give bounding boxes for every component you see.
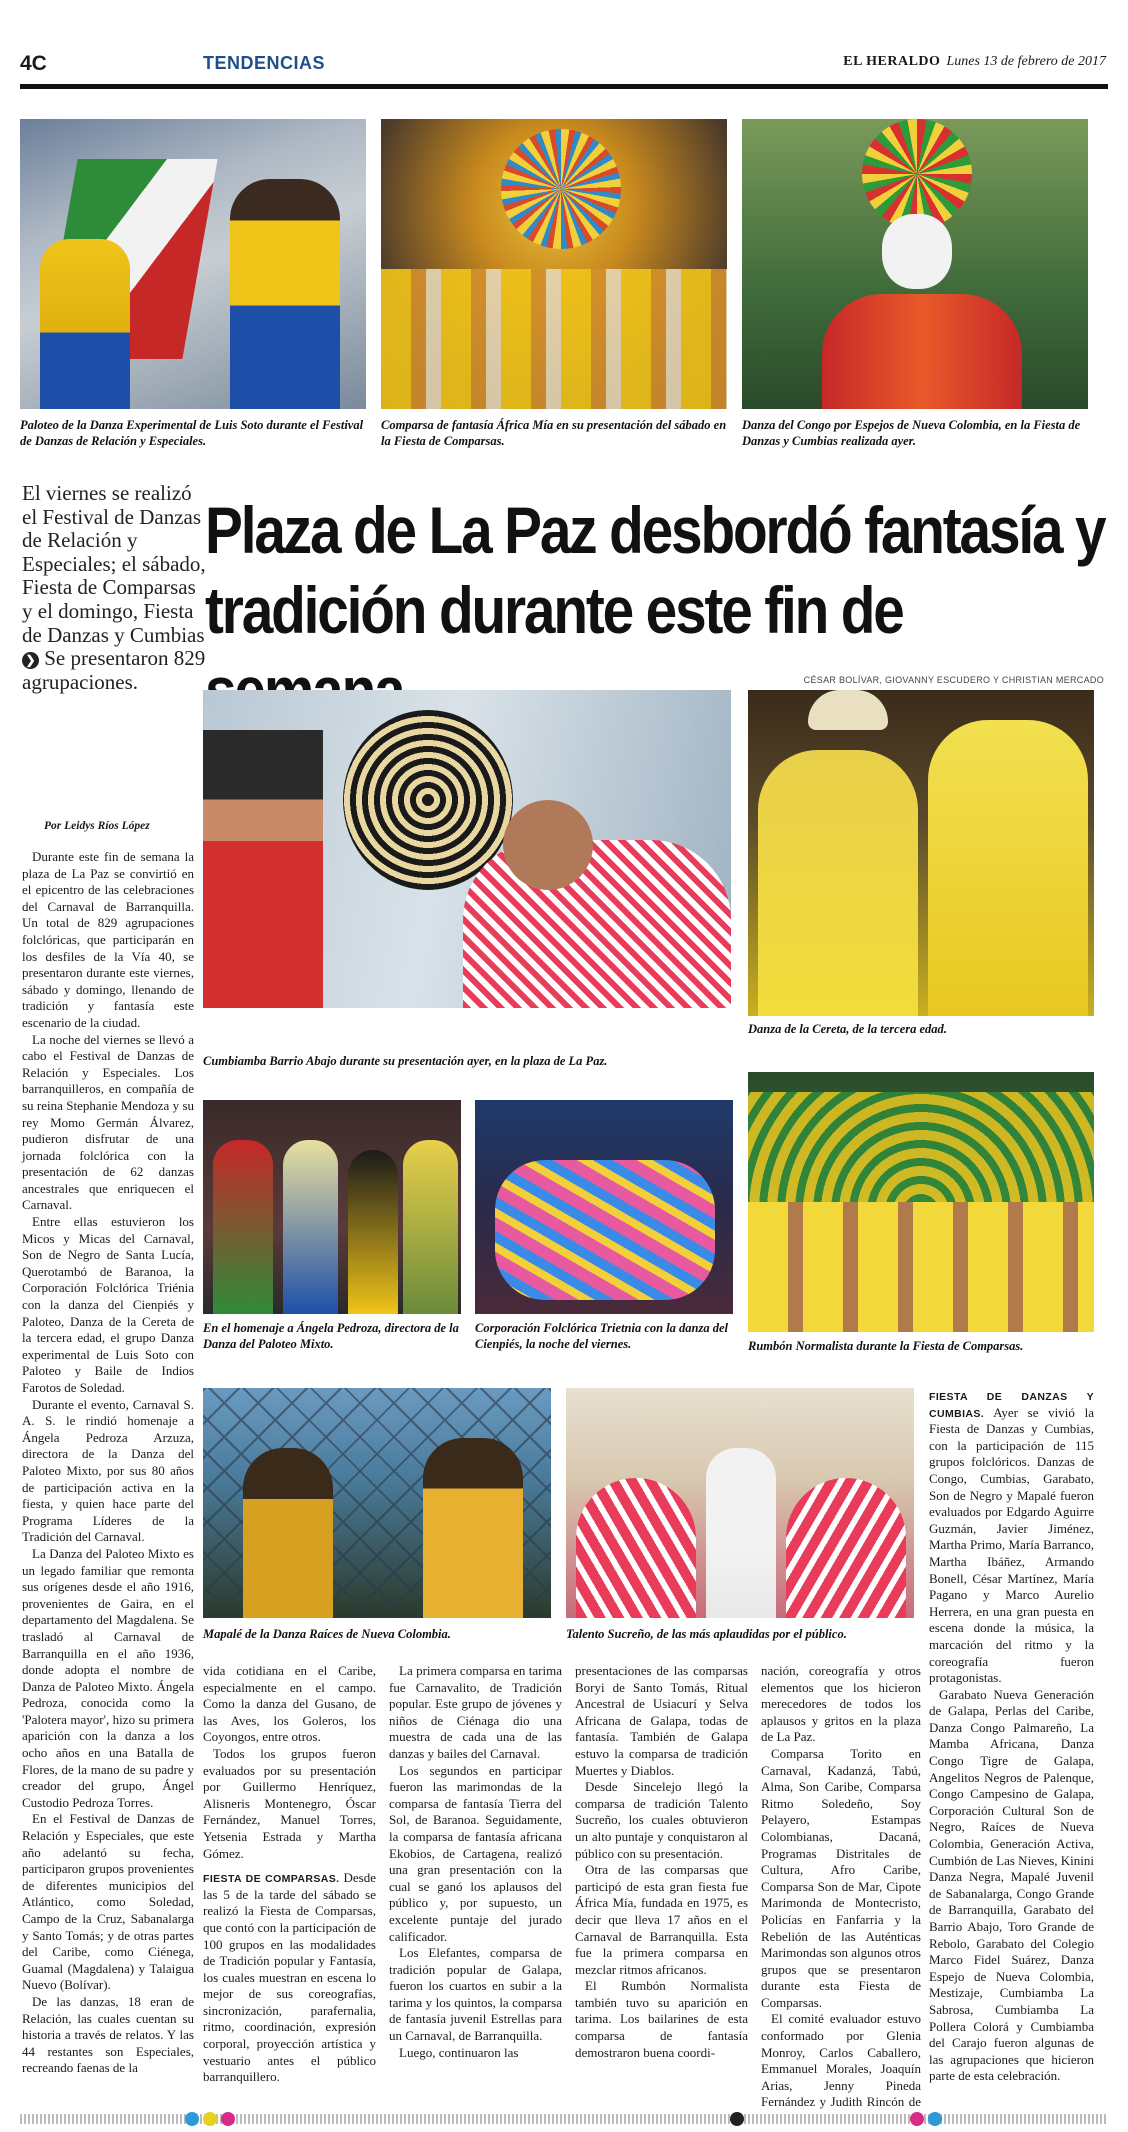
photo-homenaje xyxy=(203,1100,461,1314)
column-1 xyxy=(22,849,194,2114)
photo-congo xyxy=(742,119,1088,409)
paragraph: Ayer se vivió la Fiesta de Danzas y Cumbias, con la participación de 115 grupos folclóricos. Danzas de Congo, Cumbias, Garabato, Son de Negro y Mapalé fueron evaluados por Edgardo Aguirre Guzmán, Javier Jiménez, Martha Primo, María Barranco, Martha Ibáñez, Armando Bonell, César Martínez, María Pagano y Marco Aurelio Herrera, en una gran puesta en escena donde la música, la marcación del ritmo y la coreografía fueron protagonistas. xyxy=(929,1404,1094,1686)
headline-line-2: tradición durante este fin de xyxy=(205,573,903,647)
paragraph: De las danzas, 18 eran de Relación, las cuales cuentan su historia a través de relatos. Y las 44 restantes son Especiales, recreando faenas de la xyxy=(22,1993,194,2076)
paragraph: nación, coreografía y otros elementos que los hicieron merecedores de todos los aplausos y gritos en la plaza de La Paz. xyxy=(761,1663,921,1745)
deck-text: El viernes se realizó el Festival de Danzas de Relación y Especiales; el sábado, Fiesta de Comparsas y el domingo, Fiesta de Danzas y Cumbias xyxy=(22,481,206,647)
paragraph: El Rumbón Normalista también tuvo su aparición en tarima. Los bailarines de esta comparsa de fantasía demostraron buena coordi- xyxy=(575,1978,748,2060)
registration-dot xyxy=(221,2112,235,2126)
paragraph: Durante este fin de semana la plaza de La Paz se convirtió en el epicentro de las celebraciones del Carnaval de Barranquilla. Un total de 829 agrupaciones folclóricas, que participarán en los desfiles de la Vía 40, se presentaron durante este viernes, sábado y domingo, llenando de tradición y fantasía este escenario de la ciudad. xyxy=(22,849,194,1030)
paragraph: Entre ellas estuvieron los Micos y Micas del Carnaval, Son de Negro de Santa Lucía, Querotambó de Baranoa, la Corporación Folclórica Triénia con la danza del Cienpiés y Paloteo, Danza de la Cereta de la tercera edad, el grupo Danza experimental de Luis Soto con Paloteo y Baile de Indios Farotos de Soledad. xyxy=(22,1214,194,1395)
photo-cumbiamba xyxy=(203,690,731,1008)
paragraph: presentaciones de las comparsas Boryi de Santo Tomás, Ritual Ancestral de Usiacurí y Selva Africana de Galapa, todas de fantasía. También de Galapa estuvo la comparsa de tradición Muertes y Diablos. xyxy=(575,1663,748,1778)
paragraph: En el Festival de Danzas de Relación y Especiales, que este año adelantó su fecha, participaron grupos provenientes de diferentes municipios del Atlántico, como Soledad, Campo de la Cruz, Sabanalarga y Santo Tomás; y de otras partes del Caribe, como Ciénega, Guamal (Magdalena) y Talaigua Nuevo (Bolívar). xyxy=(22,1811,194,1993)
subhead-paragraph xyxy=(203,1870,376,2086)
paragraph: Desde Sincelejo llegó la comparsa de tradición Talento Sucreño, los cuales obtuvieron un alto puntaje y conquistaron al público con su presentación. xyxy=(575,1779,748,1861)
photo-trietnia xyxy=(475,1100,733,1314)
photo-rumbon xyxy=(748,1072,1094,1332)
caption-cereta: Danza de la Cereta, de la tercera edad. xyxy=(748,1022,947,1036)
issue-date: Lunes 13 de febrero de 2017 xyxy=(946,54,1106,69)
column-5 xyxy=(761,1663,921,2114)
masthead xyxy=(843,54,1106,70)
paragraph: La primera comparsa en tarima fue Carnavalito, de Tradición popular. Este grupo de jóvenes y niños de Ciénaga dio una muestra de cada una de las danzas y bailes del Carnaval. xyxy=(389,1663,562,1761)
caption-homenaje: En el homenaje a Ángela Pedroza, directora de la Danza del Paloteo Mixto. xyxy=(203,1321,459,1351)
color-registration-bar xyxy=(20,2114,1108,2124)
photo-paloteo xyxy=(20,119,366,409)
caption-africa-mia: Comparsa de fantasía África Mía en su presentación del sábado en la Fiesta de Comparsas. xyxy=(381,418,727,448)
photo-mapale xyxy=(203,1388,551,1618)
subhead-danzas-cumbias: FIESTA DE DANZAS Y CUMBIAS. xyxy=(929,1391,1094,1420)
paragraph: El comité evaluador estuvo conformado por Glenia Monroy, Carlos Caballero, Emmanuel Morales, Joaquín Arias, Jenny Pineda Fernández y Judith Rincón de xyxy=(761,2011,921,2110)
caption-mapale: Mapalé de la Danza Raíces de Nueva Colombia. xyxy=(203,1627,451,1641)
caption-trietnia: Corporación Folclórica Trietnia con la danza del Cienpiés, la noche del viernes. xyxy=(475,1321,729,1351)
subhead-comparsas: FIESTA DE COMPARSAS. xyxy=(203,1873,340,1886)
column-4 xyxy=(575,1663,748,2114)
caption-sucreno: Talento Sucreño, de las más aplaudidas por el público. xyxy=(566,1627,847,1641)
byline: Por Leidys Ríos López xyxy=(44,820,150,832)
registration-dot xyxy=(730,2112,744,2126)
paragraph: Durante el evento, Carnaval S. A. S. le rindió homenaje a Ángela Pedroza Arzuza, directora de la Danza del Paloteo Mixto, por sus 80 años de participación activa en la fiesta, y quien hace parte del Programa Líderes de la Tradición del Carnaval. xyxy=(22,1396,194,1545)
headline-line-1: Plaza de La Paz desbordó fantasía y xyxy=(205,493,1105,567)
caption-cumbiamba: Cumbiamba Barrio Abajo durante su presentación ayer, en la plaza de La Paz. xyxy=(203,1054,608,1068)
registration-dot xyxy=(910,2112,924,2126)
paragraph: Otra de las comparsas que participó de esta gran fiesta fue África Mía, fundada en 1975, es decir que lleva 17 años en el Carnaval de Barranquilla. Esta fue la primera comparsa en mezclar ritmos africanos. xyxy=(575,1862,748,1977)
column-6 xyxy=(929,1388,1094,2114)
paragraph: La Danza del Paloteo Mixto es un legado familiar que remonta sus orígenes desde el año 1916, provenientes de Gaira, en el departamento del Magdalena. Se trasladó al Carnaval de Barranquilla en el año 1936, donde adopta el nombre de Danza de Paloteo Mixto. Ángela Pedroza, conocida como la 'Palotera mayor', hizo su primera aparición con la danza a los ocho años en una Batalla de Flores, de la mano de su padre y creador del grupo, Ángel Custodio Pedroza Torres. xyxy=(22,1545,194,1810)
photo-sucreno xyxy=(566,1388,914,1618)
caption-paloteo: Paloteo de la Danza Experimental de Luis Soto durante el Festival de Danzas de Relación y Especiales. xyxy=(20,418,364,448)
paragraph: Los segundos en participar fueron las marimondas de la comparsa de fantasía Tierra del Sol, de Baranoa. Seguidamente, la comparsa de fantasía africana Ekobios, de Cartagena, realizó una gran presentación con la cual se ganó los aplausos del público y, por supuesto, un excelente puntaje del jurado calificador. xyxy=(389,1762,562,1944)
paragraph: Todos los grupos fueron evaluados por su presentación por Guillermo Henríquez, Alisneris Montenegro, Óscar Fernández, Manuel Torres, Yetsenia Estrada y Martha Gómez. xyxy=(203,1745,376,1861)
caption-congo: Danza del Congo por Espejos de Nueva Colombia, en la Fiesta de Danzas y Cumbias realizada ayer. xyxy=(742,418,1081,448)
newspaper-name: EL HERALDO xyxy=(843,54,941,69)
paragraph: Luego, continuaron las xyxy=(399,2044,519,2060)
column-2 xyxy=(203,1663,376,2114)
caption-rumbon: Rumbón Normalista durante la Fiesta de Comparsas. xyxy=(748,1339,1024,1353)
paragraph: Comparsa Torito en Carnaval, Kadanzá, Tabú, Alma, Son Caribe, Comparsa Ritmo Soledeño, Soy Pelayero, Estampas Colombianas, Dacaná, Programas Distritales de Cultura, Afro Caribe, Comparsa Son de Mar, Cipote Marimonda de Montecristo, Policías en Fanfarria y la Rebelión de las Auténticas Marimondas son algunos otros grupos que se presentaron durante esta Fiesta de Comparsas. xyxy=(761,1745,921,2010)
paragraph: Los Elefantes, comparsa de tradición popular de Galapa, fueron los cuartos en subir a la tarima y los quintos, la comparsa de fantasía juvenil Estrellas para un Carnaval, de Barranquilla. xyxy=(389,1945,562,2044)
column-3 xyxy=(389,1663,562,2114)
deck xyxy=(22,482,207,694)
registration-dot xyxy=(928,2112,942,2126)
registration-dot xyxy=(185,2112,199,2126)
deck-text-2: Se presentaron 829 agrupaciones. xyxy=(22,646,206,694)
header-rule xyxy=(20,84,1108,89)
arrow-icon: ❯ xyxy=(22,652,39,669)
photo-credit: CÉSAR BOLÍVAR, GIOVANNY ESCUDERO Y CHRISTIAN MERCADO xyxy=(803,675,1104,685)
page-number: 4C xyxy=(20,52,47,75)
paragraph: La noche del viernes se llevó a cabo el Festival de Danzas de Relación y Especiales. Los barranquilleros, en compañía de su reina Stephanie Mendoza y su rey Momo Germán Álvarez, pudieron disfrutar de una jornada folclórica con la presentación de 62 danzas ancestrales que enriquecen el Carnaval. xyxy=(22,1031,194,1213)
section-title: TENDENCIAS xyxy=(203,53,326,73)
paragraph: Desde las 5 de la tarde del sábado se realizó la Fiesta de Comparsas, que contó con la participación de 100 grupos en las modalidades de Tradición popular y Fantasía, los cuales muestran en escena lo mejor de sus coreografías, sincronización, parafernalia, ritmo, coordinación, expresión corporal, proyección artística y vestuario antes el público barranquillero. xyxy=(203,1870,377,2085)
photo-cereta xyxy=(748,690,1094,1016)
paragraph: vida cotidiana en el Caribe, especialmente en el campo. Como la danza del Gusano, de las Aves, los Goleros, los Coyongos, entre otros. xyxy=(203,1663,376,1745)
paragraph: Garabato Nueva Generación de Galapa, Perlas del Caribe, Danza Congo Palmareño, La Mamba Africana, Danza Congo Tigre de Galapa, Angelitos Negros de Palenque, Congo Campesino de Galapa, Corporación Cultural Son de Negro, Raíces de Nueva Colombia, Generación Activa, Cumbión de Las Nieves, Kinini Danza Negra, Mapalé Juvenil de Sabanalarga, Congo Grande de Barranquilla, Garabato del Barrio Abajo, Toro Grande de Rebolo, Garabato del Colegio Marco Fidel Suárez, Danza Espejo de Nueva Colombia, Mestizaje, Cumbiamba La Sabrosa, Cumbiamba La Pollera Colorá y Cumbiamba del Carajo fueron algunas de las agrupaciones que hicieron parte de esta celebración. xyxy=(929,1686,1095,2084)
subhead-paragraph xyxy=(929,1388,1094,1687)
registration-dot xyxy=(203,2112,217,2126)
photo-africa-mia xyxy=(381,119,727,409)
